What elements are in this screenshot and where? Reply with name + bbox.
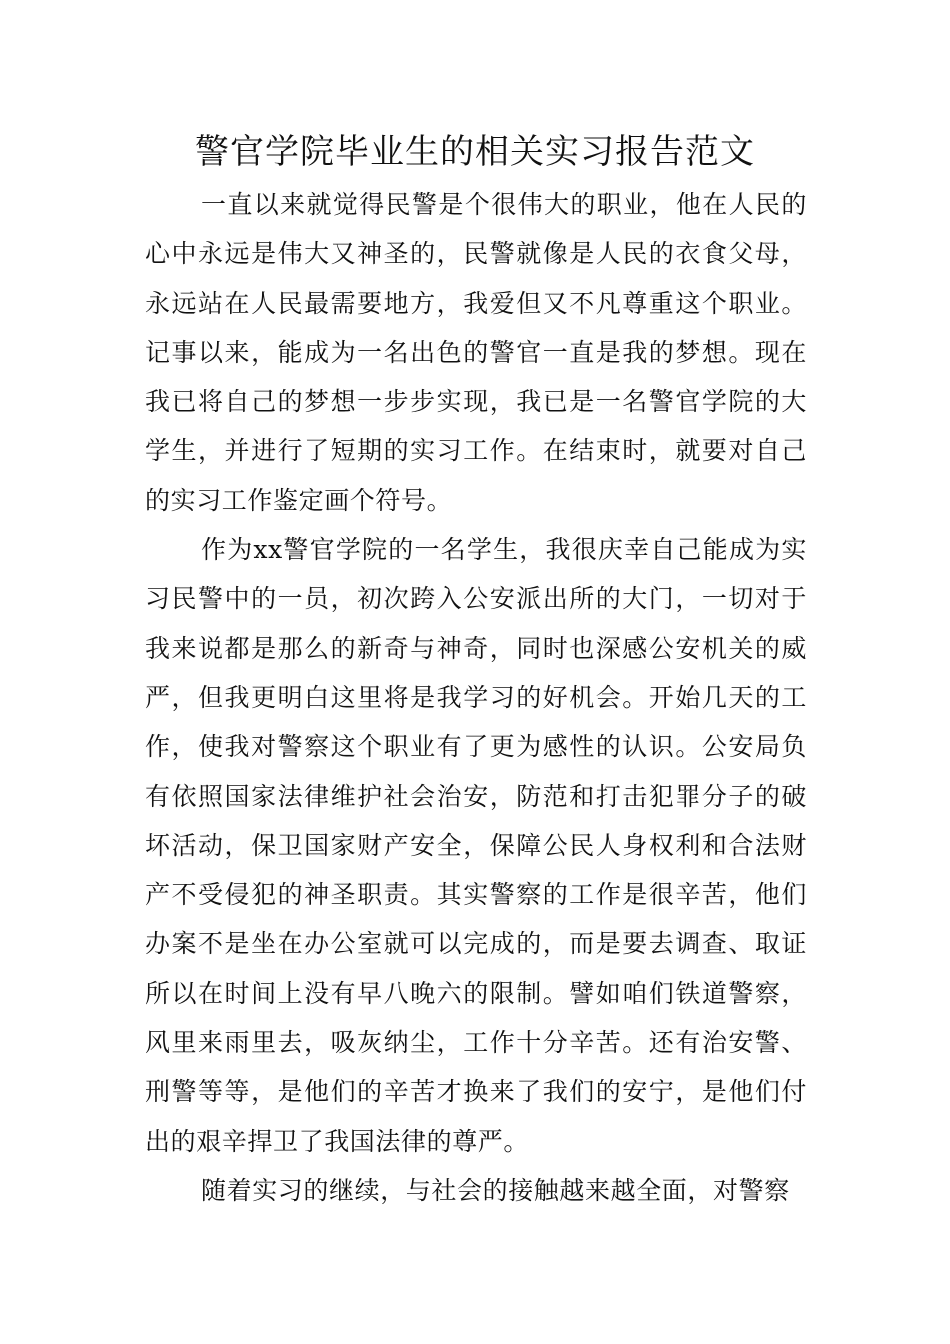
paragraph-2: 作为xx警官学院的一名学生，我很庆幸自己能成为实习民警中的一员，初次跨入公安派出所的大门，一切对于我来说都是那么的新奇与神奇，同时也深感公安机关的威严，但我更明白这里将是我学习的好机会。开始几天的工作，使我对警察这个职业有了更为感性的认识。公安局负有依照国家法律维护社会治安，防范和打击犯罪分子的破坏活动，保卫国家财产安全，保障公民人身权利和合法财产不受侵犯的神圣职责。其实警察的工作是很辛苦，他们办案不是坐在办公室就可以完成的，而是要去调查、取证所以在时间上没有早八晚六的限制。譬如咱们铁道警察，风里来雨里去，吸灰纳尘，工作十分辛苦。还有治安警、刑警等等，是他们的辛苦才换来了我们的安宁，是他们付出的艰辛捍卫了我国法律的尊严。	[145, 535, 807, 1156]
paragraph-3: 随着实习的继续，与社会的接触越来越全面，对警察	[201, 1175, 790, 1205]
document-title: 警官学院毕业生的相关实习报告范文	[195, 132, 755, 172]
paragraph-1: 一直以来就觉得民警是个很伟大的职业，他在人民的心中永远是伟大又神圣的，民警就像是人民的衣食父母，永远站在人民最需要地方，我爱但又不凡尊重这个职业。记事以来，能成为一名出色的警官一直是我的梦想。现在我已将自己的梦想一步步实现，我已是一名警官学院的大学生，并进行了短期的实习工作。在结束时，就要对自己的实习工作鉴定画个符号。	[145, 190, 807, 515]
document-body	[145, 180, 807, 1215]
